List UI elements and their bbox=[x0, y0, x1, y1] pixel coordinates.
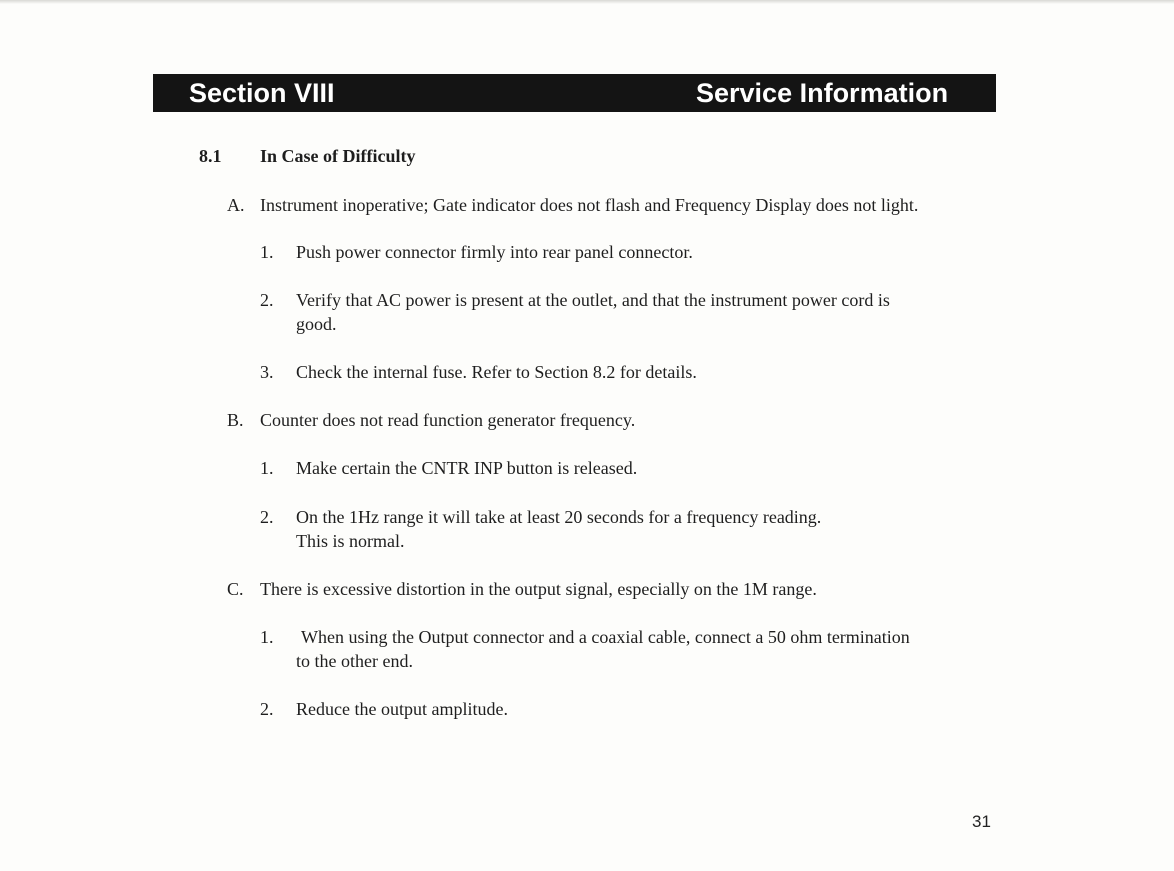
problem-a-text: Instrument inoperative; Gate indicator does not flash and Frequency Display does not light. bbox=[260, 195, 919, 215]
problem-b-step-2-text: On the 1Hz range it will take at least 20 seconds for a frequency reading. bbox=[296, 507, 822, 527]
problem-c-step-2-number: 2. bbox=[260, 699, 274, 719]
problem-c-step-1-number: 1. bbox=[260, 627, 274, 647]
problem-c-step-1-text-continued: to the other end. bbox=[296, 651, 413, 671]
section-title: Service Information bbox=[696, 78, 949, 108]
problem-a-step-2-text: Verify that AC power is present at the outlet, and that the instrument power cord is bbox=[296, 290, 890, 310]
problem-a-step-1-number: 1. bbox=[260, 242, 274, 262]
problem-a-step-3-number: 3. bbox=[260, 362, 274, 382]
problem-c-step-2-text: Reduce the output amplitude. bbox=[296, 699, 508, 719]
subsection-number: 8.1 bbox=[199, 146, 222, 166]
problem-b-step-2-number: 2. bbox=[260, 507, 274, 527]
problem-b-text: Counter does not read function generator frequency. bbox=[260, 410, 636, 430]
problem-b-step-1-text: Make certain the CNTR INP button is released. bbox=[296, 458, 638, 478]
problem-b-step-2-text-continued: This is normal. bbox=[296, 531, 405, 551]
problem-c-letter: C. bbox=[227, 579, 244, 599]
section-label: Section VIII bbox=[189, 78, 335, 108]
problem-b-step-1-number: 1. bbox=[260, 458, 274, 478]
problem-c-step-1-text: When using the Output connector and a coaxial cable, connect a 50 ohm termination bbox=[301, 627, 910, 647]
page-top-edge bbox=[0, 0, 1174, 4]
problem-c-text: There is excessive distortion in the output signal, especially on the 1M range. bbox=[260, 579, 817, 599]
problem-a-letter: A. bbox=[227, 195, 245, 215]
section-header-bar bbox=[153, 74, 996, 112]
problem-a-step-2-text-continued: good. bbox=[296, 314, 337, 334]
subsection-title: In Case of Difficulty bbox=[260, 146, 416, 166]
problem-a-step-2-number: 2. bbox=[260, 290, 274, 310]
problem-a-step-3-text: Check the internal fuse. Refer to Section 8.2 for details. bbox=[296, 362, 697, 382]
problem-a-step-1-text: Push power connector firmly into rear panel connector. bbox=[296, 242, 693, 262]
page-number: 31 bbox=[972, 812, 991, 831]
problem-b-letter: B. bbox=[227, 410, 244, 430]
